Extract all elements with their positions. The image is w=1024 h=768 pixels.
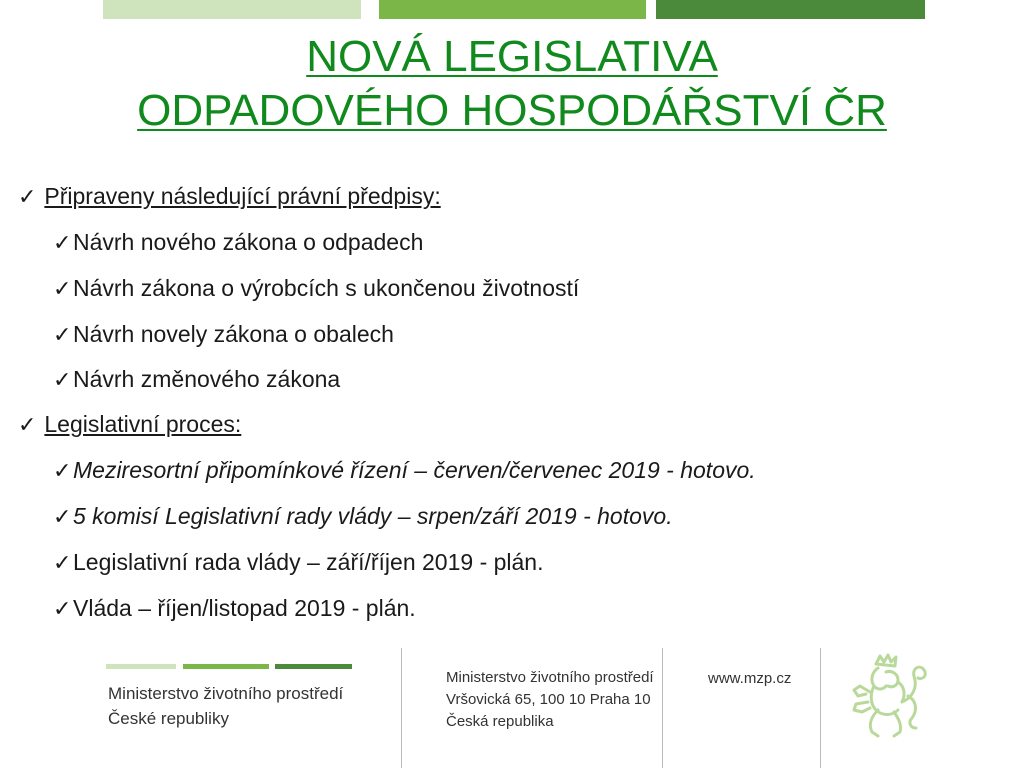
slide-title — [0, 30, 1024, 138]
address-line-1: Ministerstvo životního prostředí — [446, 669, 654, 686]
list-item — [53, 273, 579, 304]
title-line-1: NOVÁ LEGISLATIVA — [306, 32, 718, 81]
list-item-text: Návrh zákona o výrobcích s ukončenou životností — [73, 275, 580, 301]
list-item — [53, 364, 340, 395]
list-item-text: 5 komisí Legislativní rady vlády – srpen/září 2019 - hotovo. — [73, 503, 673, 529]
address-line-3: Česká republika — [446, 713, 554, 730]
ministry-line-2: České republiky — [108, 709, 229, 728]
list-item-text: Legislativní rada vlády – září/říjen 2019 - plán. — [73, 549, 544, 575]
section-heading-process — [18, 409, 241, 440]
check-icon: ✓ — [18, 184, 37, 209]
list-item-text: Vláda – říjen/listopad 2019 - plán. — [73, 595, 416, 621]
title-line-2: ODPADOVÉHO HOSPODÁŘSTVÍ ČR — [137, 86, 887, 135]
list-item-text: Návrh nového zákona o odpadech — [73, 229, 424, 255]
list-item-text: Meziresortní připomínkové řízení – červen/červenec 2019 - hotovo. — [73, 457, 756, 483]
footer-ministry-name — [108, 681, 343, 731]
section-heading-text: Připraveny následující právní předpisy: — [44, 183, 441, 209]
footer-bar-dark — [275, 664, 352, 669]
list-item — [53, 547, 544, 578]
section-heading-drafts — [18, 181, 441, 212]
list-item-text: Návrh novely zákona o obalech — [73, 321, 394, 347]
list-item — [53, 319, 394, 350]
list-item-text: Návrh změnového zákona — [73, 366, 341, 392]
top-bar-light — [103, 0, 361, 19]
footer-divider — [662, 648, 663, 768]
footer-bar-light — [106, 664, 176, 669]
check-icon: ✓ — [53, 504, 72, 529]
list-item — [53, 501, 673, 532]
check-icon: ✓ — [53, 550, 72, 575]
footer-address — [446, 667, 654, 733]
footer-divider — [401, 648, 402, 768]
check-icon: ✓ — [53, 458, 72, 483]
list-item — [53, 227, 423, 258]
ministry-line-1: Ministerstvo životního prostředí — [108, 684, 344, 703]
check-icon: ✓ — [53, 230, 72, 255]
top-bar-dark — [656, 0, 925, 19]
check-icon: ✓ — [53, 322, 72, 347]
check-icon: ✓ — [53, 367, 72, 392]
footer-website[interactable]: www.mzp.cz — [708, 670, 792, 687]
czech-lion-emblem-icon — [848, 652, 930, 744]
footer-divider — [820, 648, 821, 768]
list-item — [53, 593, 416, 624]
top-bar-mid — [379, 0, 646, 19]
check-icon: ✓ — [53, 596, 72, 621]
address-line-2: Vršovická 65, 100 10 Praha 10 — [446, 691, 651, 708]
footer-bar-mid — [183, 664, 269, 669]
check-icon: ✓ — [53, 276, 72, 301]
list-item — [53, 455, 756, 486]
section-heading-text: Legislativní proces: — [44, 411, 242, 437]
check-icon: ✓ — [18, 412, 37, 437]
